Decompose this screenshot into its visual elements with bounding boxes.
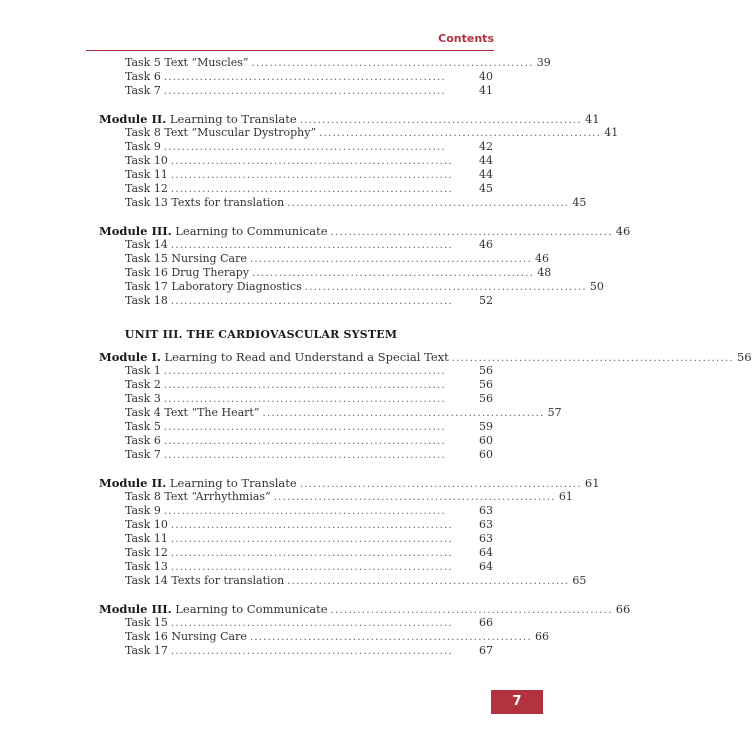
toc-entry-label: Task 11 — [125, 532, 168, 545]
dot-leader: ............................................................... — [252, 268, 535, 279]
toc-entry-page: 61 — [584, 476, 600, 490]
dot-leader: ............................................................... — [163, 422, 447, 433]
toc-entry — [99, 630, 550, 644]
toc-entry — [99, 532, 493, 546]
toc-module-entry — [99, 224, 631, 238]
toc-entry — [99, 154, 493, 168]
toc-entry-label: Task 15 Nursing Care — [125, 252, 247, 265]
dot-leader: ............................................................... — [163, 86, 447, 97]
toc-entry-label: Task 9 — [125, 140, 161, 153]
module-title: Learning to Read and Understand a Special Text — [160, 350, 449, 364]
dot-leader: ............................................................... — [319, 128, 602, 139]
dot-leader: ............................................................... — [170, 646, 454, 657]
dot-leader: ............................................................... — [163, 142, 447, 153]
spacer — [99, 210, 493, 224]
toc-entry — [99, 84, 493, 98]
dot-leader: ............................................................... — [163, 506, 447, 517]
toc-entry-label: Task 13 Texts for translation — [125, 196, 285, 209]
unit-heading: UNIT III. THE CARDIOVASCULAR SYSTEM — [124, 328, 398, 341]
toc-entry-page: 66 — [615, 602, 631, 616]
toc-entry-page: 45 — [572, 196, 587, 209]
toc-entry-page: 64 — [479, 560, 493, 573]
toc-entry-label: Task 16 Nursing Care — [125, 630, 247, 643]
toc-entry-label: Task 7 — [125, 84, 161, 97]
toc-entry — [99, 616, 493, 630]
toc-entry — [99, 490, 573, 504]
toc-entry — [99, 434, 493, 448]
toc-entry-page: 50 — [589, 280, 604, 293]
toc-entry-label: Task 12 — [125, 182, 168, 195]
toc-entry-label: Task 5 Text “Muscles” — [125, 56, 249, 69]
toc-entry-label: Task 3 — [125, 392, 161, 405]
toc-entry-page: 66 — [479, 616, 493, 629]
dot-leader: ............................................................... — [163, 366, 447, 377]
toc-entry-label: Task 8 Text “Muscular Dystrophy” — [125, 126, 317, 139]
spacer — [99, 462, 493, 476]
toc-entry — [99, 168, 493, 182]
toc-entry-label: Task 10 — [125, 154, 168, 167]
toc-entry-page: 44 — [479, 154, 493, 167]
toc-entry-label: Task 4 Text “The Heart” — [125, 406, 260, 419]
toc-entry-page: 63 — [479, 504, 493, 517]
module-label — [99, 112, 297, 126]
module-label — [99, 602, 328, 616]
dot-leader: ............................................................... — [170, 548, 454, 559]
dot-leader: ............................................................... — [251, 58, 534, 69]
toc-entry-page: 48 — [537, 266, 552, 279]
toc-entry-page: 66 — [535, 630, 550, 643]
toc-entry — [99, 448, 493, 462]
toc-entry-label: Task 12 — [125, 546, 168, 559]
dot-leader: ............................................................... — [262, 408, 545, 419]
toc-entry-label: Task 11 — [125, 168, 168, 181]
toc-entry-page: 56 — [736, 350, 752, 364]
toc-entry — [99, 560, 493, 574]
dot-leader: ............................................................... — [170, 240, 454, 251]
toc-entry-page: 56 — [479, 378, 493, 391]
toc-entry-page: 52 — [479, 294, 493, 307]
spacer — [99, 588, 493, 602]
toc-entry — [99, 420, 493, 434]
module-number: Module I. — [99, 350, 161, 364]
toc-entry — [99, 70, 493, 84]
dot-leader: ............................................................... — [163, 394, 447, 405]
dot-leader: ............................................................... — [287, 576, 570, 587]
page-number-badge: 7 — [491, 690, 543, 714]
dot-leader: ............................................................... — [299, 479, 582, 490]
table-of-contents — [99, 56, 752, 658]
toc-entry-page: 42 — [479, 140, 493, 153]
dot-leader: ............................................................... — [330, 605, 613, 616]
dot-leader: ............................................................... — [170, 156, 454, 167]
spacer — [99, 308, 493, 326]
toc-entry-label: Task 1 — [125, 364, 161, 377]
toc-entry-page: 65 — [572, 574, 587, 587]
module-number: Module II. — [99, 476, 167, 490]
toc-entry-page: 63 — [479, 518, 493, 531]
toc-entry — [99, 294, 493, 308]
toc-entry-page: 40 — [479, 70, 493, 83]
dot-leader: ............................................................... — [287, 198, 570, 209]
dot-leader: ............................................................... — [170, 296, 454, 307]
toc-entry-page: 46 — [479, 238, 493, 251]
dot-leader: ............................................................... — [163, 72, 447, 83]
toc-entry-page: 67 — [479, 644, 493, 657]
dot-leader: ............................................................... — [170, 520, 454, 531]
toc-entry — [99, 364, 493, 378]
header-title: Contents — [438, 32, 494, 45]
dot-leader: ............................................................... — [170, 184, 454, 195]
toc-entry-label: Task 10 — [125, 518, 168, 531]
module-title: Learning to Communicate — [171, 224, 328, 238]
toc-entry-label: Task 8 Text “Arrhythmias” — [125, 490, 271, 503]
toc-entry — [99, 280, 604, 294]
dot-leader: ............................................................... — [304, 282, 587, 293]
dot-leader: ............................................................... — [170, 534, 454, 545]
toc-entry-page: 59 — [479, 420, 493, 433]
toc-entry-label: Task 7 — [125, 448, 161, 461]
toc-entry-label: Task 6 — [125, 434, 161, 447]
toc-entry — [99, 182, 493, 196]
dot-leader: ............................................................... — [330, 227, 613, 238]
toc-module-entry — [99, 602, 631, 616]
toc-entry — [99, 406, 562, 420]
toc-entry-label: Task 2 — [125, 378, 161, 391]
module-title: Learning to Translate — [166, 112, 297, 126]
module-label — [99, 350, 449, 364]
module-label — [99, 224, 328, 238]
module-number: Module II. — [99, 112, 167, 126]
dot-leader: ............................................................... — [299, 115, 582, 126]
dot-leader: ............................................................... — [249, 632, 533, 643]
dot-leader: ............................................................... — [451, 353, 734, 364]
toc-entry — [99, 238, 493, 252]
module-number: Module III. — [99, 602, 172, 616]
toc-entry-label: Task 17 Laboratory Diagnostics — [125, 280, 302, 293]
toc-entry-page: 61 — [558, 490, 573, 503]
toc-entry-page: 56 — [479, 364, 493, 377]
toc-entry-page: 63 — [479, 532, 493, 545]
toc-entry-page: 46 — [535, 252, 550, 265]
toc-module-entry — [99, 476, 600, 490]
toc-entry — [99, 252, 550, 266]
toc-entry — [99, 126, 619, 140]
module-number: Module III. — [99, 224, 172, 238]
dot-leader: ............................................................... — [170, 562, 454, 573]
dot-leader: ............................................................... — [170, 618, 454, 629]
toc-entry-label: Task 9 — [125, 504, 161, 517]
toc-entry — [99, 392, 493, 406]
toc-entry — [99, 196, 587, 210]
toc-module-entry — [99, 112, 600, 126]
toc-entry-page: 41 — [479, 84, 493, 97]
toc-entry-page: 41 — [604, 126, 619, 139]
dot-leader: ............................................................... — [249, 254, 533, 265]
toc-entry — [99, 546, 493, 560]
page-header — [86, 30, 494, 51]
toc-entry — [99, 504, 493, 518]
dot-leader: ............................................................... — [170, 170, 454, 181]
module-title: Learning to Communicate — [171, 602, 328, 616]
toc-entry-label: Task 18 — [125, 294, 168, 307]
toc-entry-page: 46 — [615, 224, 631, 238]
toc-entry-label: Task 16 Drug Therapy — [125, 266, 250, 279]
dot-leader: ............................................................... — [163, 436, 447, 447]
toc-entry-page: 45 — [479, 182, 493, 195]
toc-entry-label: Task 13 — [125, 560, 168, 573]
toc-entry-page: 39 — [536, 56, 551, 69]
toc-entry-page: 44 — [479, 168, 493, 181]
toc-module-entry — [99, 350, 752, 364]
toc-entry-label: Task 15 — [125, 616, 168, 629]
dot-leader: ............................................................... — [163, 450, 447, 461]
toc-entry — [99, 518, 493, 532]
toc-entry — [99, 266, 552, 280]
toc-entry-page: 56 — [479, 392, 493, 405]
toc-entry — [99, 644, 493, 658]
toc-entry-page: 57 — [547, 406, 562, 419]
toc-entry — [99, 574, 587, 588]
dot-leader: ............................................................... — [163, 380, 447, 391]
toc-entry — [99, 378, 493, 392]
toc-entry-label: Task 6 — [125, 70, 161, 83]
toc-entry-label: Task 14 Texts for translation — [125, 574, 285, 587]
toc-entry-page: 41 — [584, 112, 600, 126]
dot-leader: ............................................................... — [273, 492, 556, 503]
module-label — [99, 476, 297, 490]
toc-entry — [99, 140, 493, 154]
spacer — [99, 98, 493, 112]
toc-entry-label: Task 5 — [125, 420, 161, 433]
toc-entry — [99, 56, 551, 70]
toc-entry-page: 64 — [479, 546, 493, 559]
module-title: Learning to Translate — [166, 476, 297, 490]
toc-entry-label: Task 17 — [125, 644, 168, 657]
toc-entry-page: 60 — [479, 434, 493, 447]
toc-entry-label: Task 14 — [125, 238, 168, 251]
toc-entry-page: 60 — [479, 448, 493, 461]
